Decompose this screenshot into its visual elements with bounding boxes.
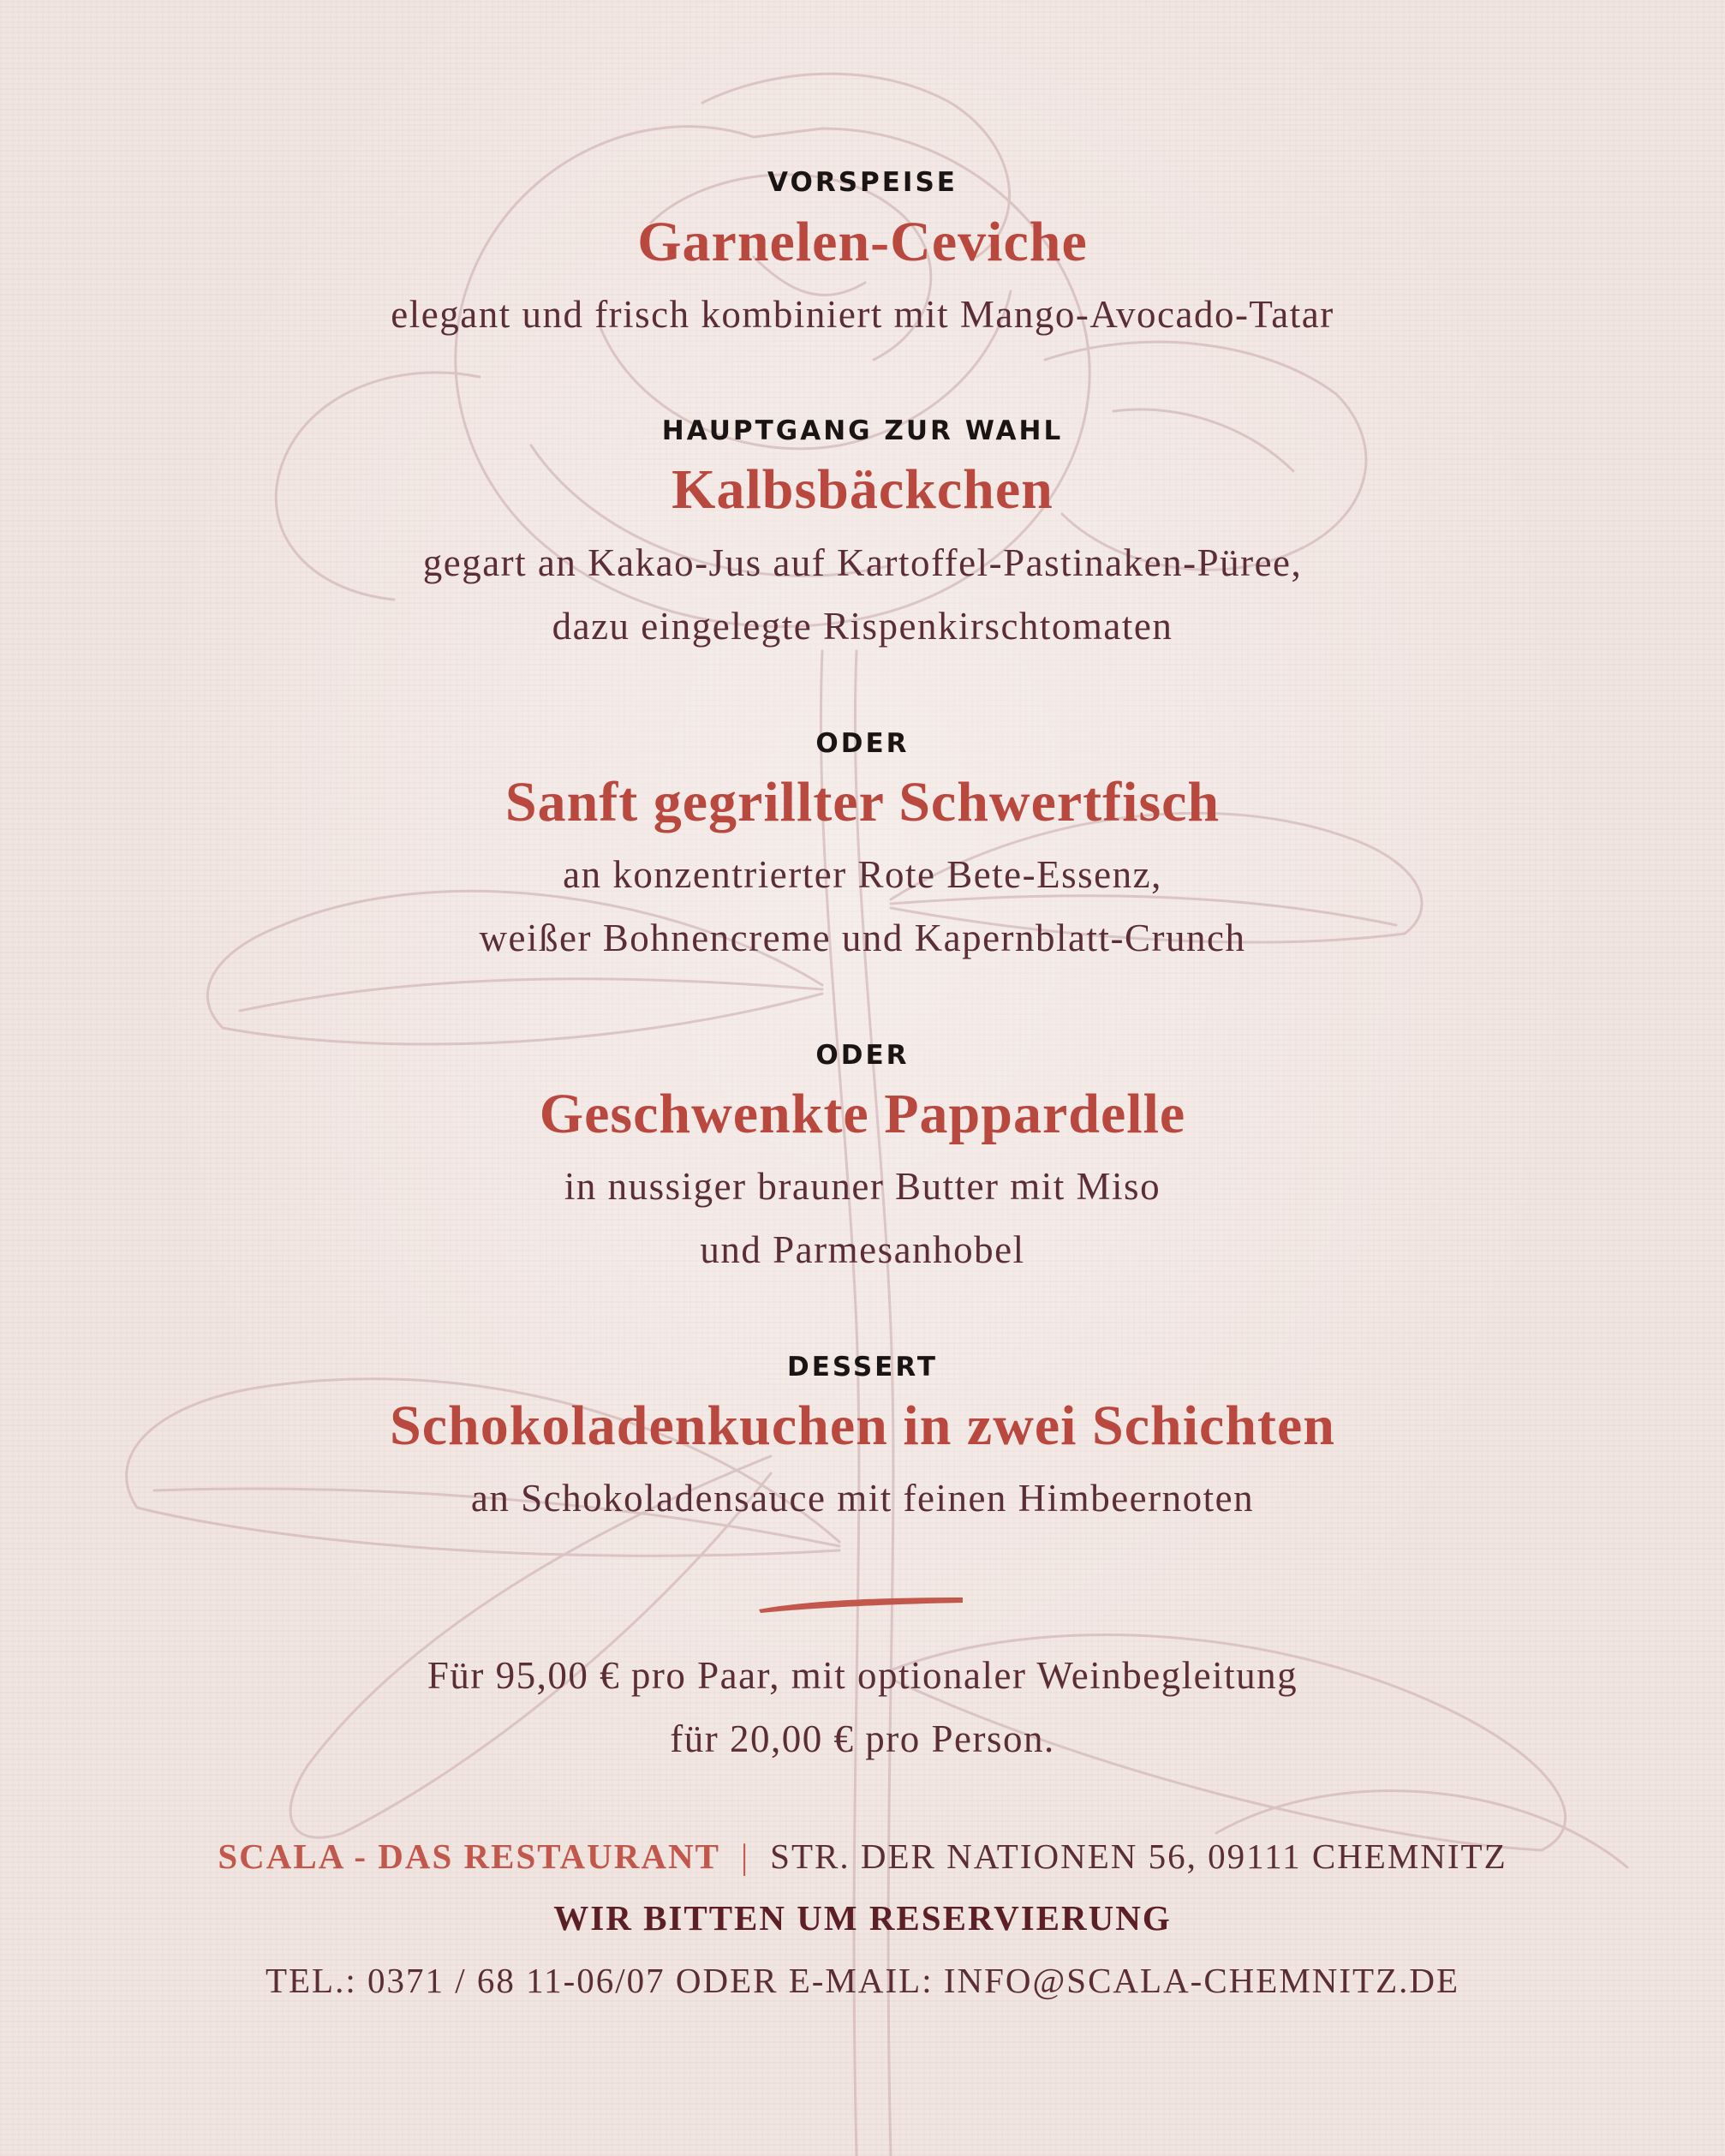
dish-title-vorspeise: Garnelen-Ceviche [637,211,1088,273]
dish-title-oder-2: Geschwenkte Pappardelle [539,1083,1186,1145]
course-label-oder-1: ODER [815,728,910,759]
price-line-1: Für 95,00 € pro Paar, mit optionaler Weinbegleitung [427,1654,1298,1697]
contact-line: TEL.: 0371 / 68 11-06/07 ODER E-MAIL: INFO@SCALA-CHEMNITZ.DE [265,1961,1460,2000]
course-label-hauptgang: HAUPTGANG ZUR WAHL [661,415,1064,446]
dish-description-dessert: an Schokoladensauce mit feinen Himbeernoten [470,1477,1255,1520]
dish-description-oder-1-line-1: an konzentrierter Rote Bete-Essenz, [563,853,1162,896]
course-label-dessert: DESSERT [787,1352,938,1383]
dish-description-oder-2-line-1: in nussiger brauner Butter mit Miso [564,1165,1161,1208]
dish-description-oder-1-line-2: weißer Bohnencreme und Kapernblatt-Crunch [479,917,1246,959]
course-label-oder-2: ODER [815,1040,910,1071]
restaurant-name: SCALA - DAS RESTAURANT [218,1836,720,1876]
restaurant-address: STR. DER NATIONEN 56, 09111 CHEMNITZ [770,1836,1507,1876]
dish-description-hauptgang-line-1: gegart an Kakao-Jus auf Kartoffel-Pastinaken-Püree, [422,541,1303,584]
dish-description-oder-2-line-2: und Parmesanhobel [700,1228,1025,1271]
reservation-note: WIR BITTEN UM RESERVIERUNG [553,1898,1172,1938]
footer-address-line [0,1836,1725,1877]
dish-title-oder-1: Sanft gegrillter Schwertfisch [504,771,1221,833]
dish-title-hauptgang: Kalbsbäckchen [671,458,1054,521]
brush-stroke-divider [754,1587,968,1621]
price-line-2: für 20,00 € pro Person. [670,1717,1055,1760]
dish-description-hauptgang-line-2: dazu eingelegte Rispenkirschtomaten [552,605,1173,648]
footer-separator: | [740,1836,750,1876]
course-label-vorspeise: VORSPEISE [767,167,958,198]
dish-description-vorspeise: elegant und frisch kombiniert mit Mango-Avocado-Tatar [391,293,1334,336]
dish-title-dessert: Schokoladenkuchen in zwei Schichten [389,1395,1336,1457]
